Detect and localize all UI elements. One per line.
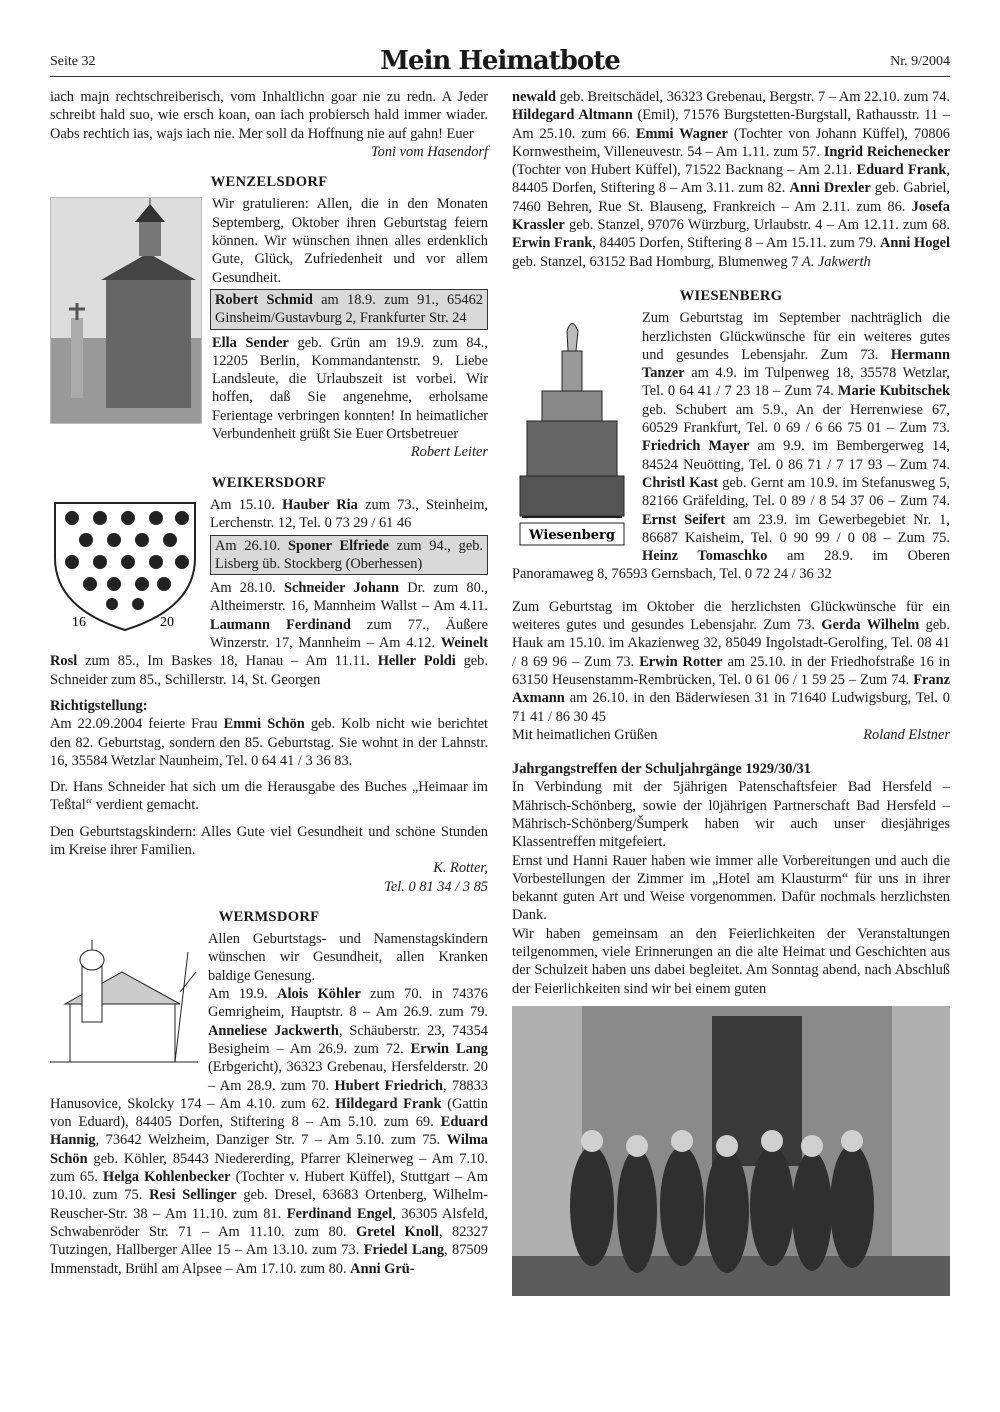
emblem-caption: Wiesenberg xyxy=(529,528,615,544)
weikersdorf-entry-2: Am 28.10. Schneider Johann Dr. zum 80., Altheimerstr. 16, Mannheim Wallst – Am 4.11. Laumann Ferdinand zum 77., Äußere Winzerstr. 17, Mannheim – Am 4.12. Weinelt Rosl zum 85., Im Baskes 18, Hanau – Am 11.11. Heller Poldi geb. Schneider zum 85., Schillerstr. 14, St. Georgen xyxy=(50,580,488,688)
section-title-wiesenberg: WIESENBERG xyxy=(679,287,783,304)
jakwerth-signature: A. Jakwerth xyxy=(801,253,871,270)
shield-year-right: 20 xyxy=(160,614,174,630)
wermsdorf-continued: newald geb. Breitschädel, 36323 Grebenau, Bergstr. 7 – Am 22.10. zum 74. Hildegard Altmann (Emil), 71576 Burgstetten-Burgstall, Rathausstr. 11 – Am 25.10. zum 66. Emmi Wagner (Tochter von Johann Küffel), 70806 Kornwestheim, Villeneuvestr. 54 – Am 1.11. zum 57. Ingrid Reichenecker (Tochter von Hubert Küffel), 71522 Backnang – Am 2.11. Eduard Frank, 84405 Dorfen, Stiftering 8 – Am 3.11. zum 82. Anni Drexler geb. Gabriel, 7460 Behren, Rue St. Blauseng, Frankreich – Am 2.11. zum 86. Josefa Krassler geb. Stanzel, 97076 Würzburg, Urlaubstr. 4 – Am 12.11. zum 68. Erwin Frank, 84405 Dorfen, Stiftering 8 – Am 15.11. zum 79. Anni Hogel geb. Stanzel, 63152 Bad Homburg, Blumenweg 7 A. Jakwerth xyxy=(512,89,951,270)
page-number: Seite 32 xyxy=(50,54,96,69)
wenzelsdorf-signature: Robert Leiter xyxy=(410,444,488,461)
ella-sender-entry: Ella Sender geb. Grün am 19.9. zum 84., 12205 Berlin, Kommandantenstr. 9. Liebe Landsleute, die Urlaubszeit ist vorbei. Wir hoffen, daß Sie angenehme, erholsame Ferientage verbringen konnten! In heimatlicher Verbundenheit grüßt Sie Euer Ortsbetreuer xyxy=(212,334,488,443)
issue-number: Nr. 9/2004 xyxy=(890,54,950,69)
church-illustration xyxy=(50,932,198,1087)
highlight-box-sponer: Am 26.10. Sponer Elfriede zum 94., geb. Lisberg üb. Stockberg (Oberhessen) xyxy=(210,535,488,576)
reunion-paragraph-2: Ernst und Hanni Rauer haben wie immer alle Vorbereitungen und auch die Vorbestellungen der Zimmer im „Hotel am Klausturm“ für uns in ihrer bekannt guten Art und Weise vorgenommen. Dafür nochmals herzlichsten Dank. xyxy=(512,852,950,924)
weikersdorf-shield-icon xyxy=(50,498,200,643)
left-column xyxy=(50,88,488,1278)
highlight-box-schmid: Robert Schmid am 18.9. zum 91., 65462 Ginsheim/Gustavburg 2, Frankfurter Str. 24 xyxy=(210,289,488,330)
reunion-paragraph-1: In Verbindung mit der 5jährigen Patenschaftsfeier Bad Hersfeld – Mährisch-Schönberg, sowie der l0jährigen Partnerschaft Bad Hersfeld – Mährisch-Schönberg/Šumperk haben wir auch unser diesjähriges Klassentreffen mitgefeiert. xyxy=(512,779,950,851)
reunion-paragraph-3: Wir haben gemeinsam an den Feierlichkeiten der Veranstaltungen teilgenommen, viele Erinnerungen an die alte Heimat und Geschichten aus der Schulzeit haben uns dabei begleitet. Am Sonntag abend, nach Abschluß der Feierlichkeiten sind wir bei einem guten xyxy=(512,925,950,997)
section-title-wermsdorf: WERMSDORF xyxy=(218,908,320,925)
wermsdorf-intro: Allen Geburtstags- und Namenstagskindern wünschen wir Gesundheit, allen Kranken baldige Genesung. xyxy=(208,931,488,984)
greeting-line: Mit heimatlichen Grüßen Roland Elstner xyxy=(512,726,950,743)
intro-text: iach majn rechtschreiberisch, vom Inhaltlichn goar nie zu redn. A Jeder schreibt hald suo, wie ersch koan, oan iach probiersch hald immer wiader. Oabs rechtich ias, wajs iach nie. Mer soll da Hoffnung nie auf gahn! Euer xyxy=(50,89,488,142)
wenzelsdorf-text: Wir gratulieren: Allen, die in den Monaten Septemberg, Oktober ihren Geburtstag feiern können. Wir wünschen ihnen alles erdenklich Gute, Glück, Zufriedenheit und vor allem Gesundheit. xyxy=(212,196,488,286)
header-rule xyxy=(50,76,950,77)
group-photo xyxy=(512,1006,950,1296)
shield-year-left: 16 xyxy=(72,614,86,630)
section-title-wenzelsdorf: WENZELSDORF xyxy=(210,174,328,191)
wiesenberg-september: Zum Geburtstag im September nachträglich die herzlichsten Glückwünsche für ein weiteres gutes und gesundes Lebensjahr. Zum 73. Hermann Tanzer am 4.9. im Tulpenweg 18, 35578 Wetzlar, Tel. 0 64 41 / 7 23 18 – Zum 74. Marie Kubitschek geb. Schubert am 5.9., An der Herrenwiese 67, 60529 Frankfurt, Tel. 0 69 / 6 66 75 01 – Zum 73. Friedrich Mayer am 9.9. im Bembergerweg 14, 84524 Neuötting, Tel. 0 86 71 / 7 17 93 – Zum 74. Christl Kast geb. Gernt am 10.9. im Stefanusweg 5, 82166 Gräfelding, Tel. 0 89 / 8 54 37 06 – Zum 74. Ernst Seifert am 23.9. im Gewerbegebiet Nr. 1, 86687 Kaisheim, Tel. 0 90 99 / 0 08 – Zum 75. Heinz Tomaschko am 28.9. im Oberen Panoramaweg 8, 76593 Gernsbach, Tel. 0 72 24 / 36 32 xyxy=(512,310,950,583)
elstner-signature: Roland Elstner xyxy=(863,726,950,743)
reunion-title: Jahrgangstreffen der Schuljahrgänge 1929/30/31 xyxy=(512,761,811,778)
intro-signature: Toni vom Hasendorf xyxy=(370,143,488,160)
wermsdorf-entries: Am 19.9. Alois Köhler zum 70. in 74376 Gemrigheim, Hauptstr. 8 – Am 26.9. zum 79. Anneliese Jackwerth, Schäuberstr. 23, 74354 Besigheim – Am 26.9. zum 72. Erwin Lang (Erbgericht), 36323 Grebenau, Hersfelderstr. 20 – Am 28.9. zum 70. Hubert Friedrich, 78833 Hanusovice, Skolcky 174 – Am 4.10. zum 62. Hildegard Frank (Gattin von Eduard), 84405 Dorfen, Stiftering 8 – Am 5.10. zum 69. Eduard Hannig, 73642 Welzheim, Danziger Str. 7 – Am 5.10. zum 75. Wilma Schön geb. Köhler, 85443 Niedererding, Pfarrer Kleinerweg – Am 7.10. zum 65. Helga Kohlenbecker (Tochter v. Hubert Küffel), Stuttgart – Am 10.10. zum 75. Resi Sellinger geb. Dresel, 63683 Ortenberg, Wilhelm-Reuscher-Str. 38 – Am 11.10. zum 81. Ferdinand Engel, 36305 Alsfeld, Schwabenröder Str. 71 – Am 11.10. zum 80. Gretel Knoll, 82327 Tutzingen, Hallberger Allee 15 – Am 13.10. zum 73. Friedel Lang, 87509 Immenstadt, Brühl am Alpsee – Am 17.10. zum 80. Anni Grü- xyxy=(50,986,489,1277)
correction-text: Am 22.09.2004 feierte Frau Emmi Schön geb. Kolb nicht wie berichtet den 82. Geburtstag, sondern den 85. Geburtstag. Sie wohnt in der Lahnstr. 16, 35584 Wetzlar Naunheim, Tel. 0 64 41 / 3 36 83. xyxy=(50,716,488,769)
right-column xyxy=(512,88,950,1296)
section-title-weikersdorf: WEIKERSDORF xyxy=(211,474,327,491)
chapel-illustration xyxy=(50,197,202,424)
schneider-note: Dr. Hans Schneider hat sich um die Herausgabe des Buches „Heimaar im Teßtal“ verdient gemacht. xyxy=(50,779,488,814)
birthday-wishes: Den Geburtstagskindern: Alles Gute viel Gesundheit und schöne Stunden im Kreise ihrer Familien. xyxy=(50,823,488,858)
masthead-logo: Mein Heimatbote xyxy=(380,46,620,76)
rotter-signature: K. Rotter, Tel. 0 81 34 / 3 85 xyxy=(384,860,488,895)
weikersdorf-entry-1: Am 15.10. Hauber Ria zum 73., Steinheim, Lerchenstr. 12, Tel. 0 73 29 / 61 46 xyxy=(210,496,488,532)
wiesenberg-october: Zum Geburtstag im Oktober die herzlichsten Glückwünsche für ein weiteres gutes und gesundes Lebensjahr. Zum 73. Gerda Wilhelm geb. Hauk am 15.10. im Akazienweg 32, 85049 Ingolstadt-Gerolfing, Tel. 08 41 / 8 69 96 – Zum 73. Erwin Rotter am 25.10. in der Friedhofstraße 16 in 63150 Heusenstamm-Rembrücken, Tel. 0 61 06 / 1 59 25 – Zum 74. Franz Axmann am 26.10. in den Bäderwiesen 31 in 71640 Ludwigsburg, Tel. 0 71 41 / 86 30 45 xyxy=(512,598,950,725)
wiesenberg-fountain-emblem xyxy=(512,311,632,556)
correction-title: Richtigstellung: xyxy=(50,697,148,714)
